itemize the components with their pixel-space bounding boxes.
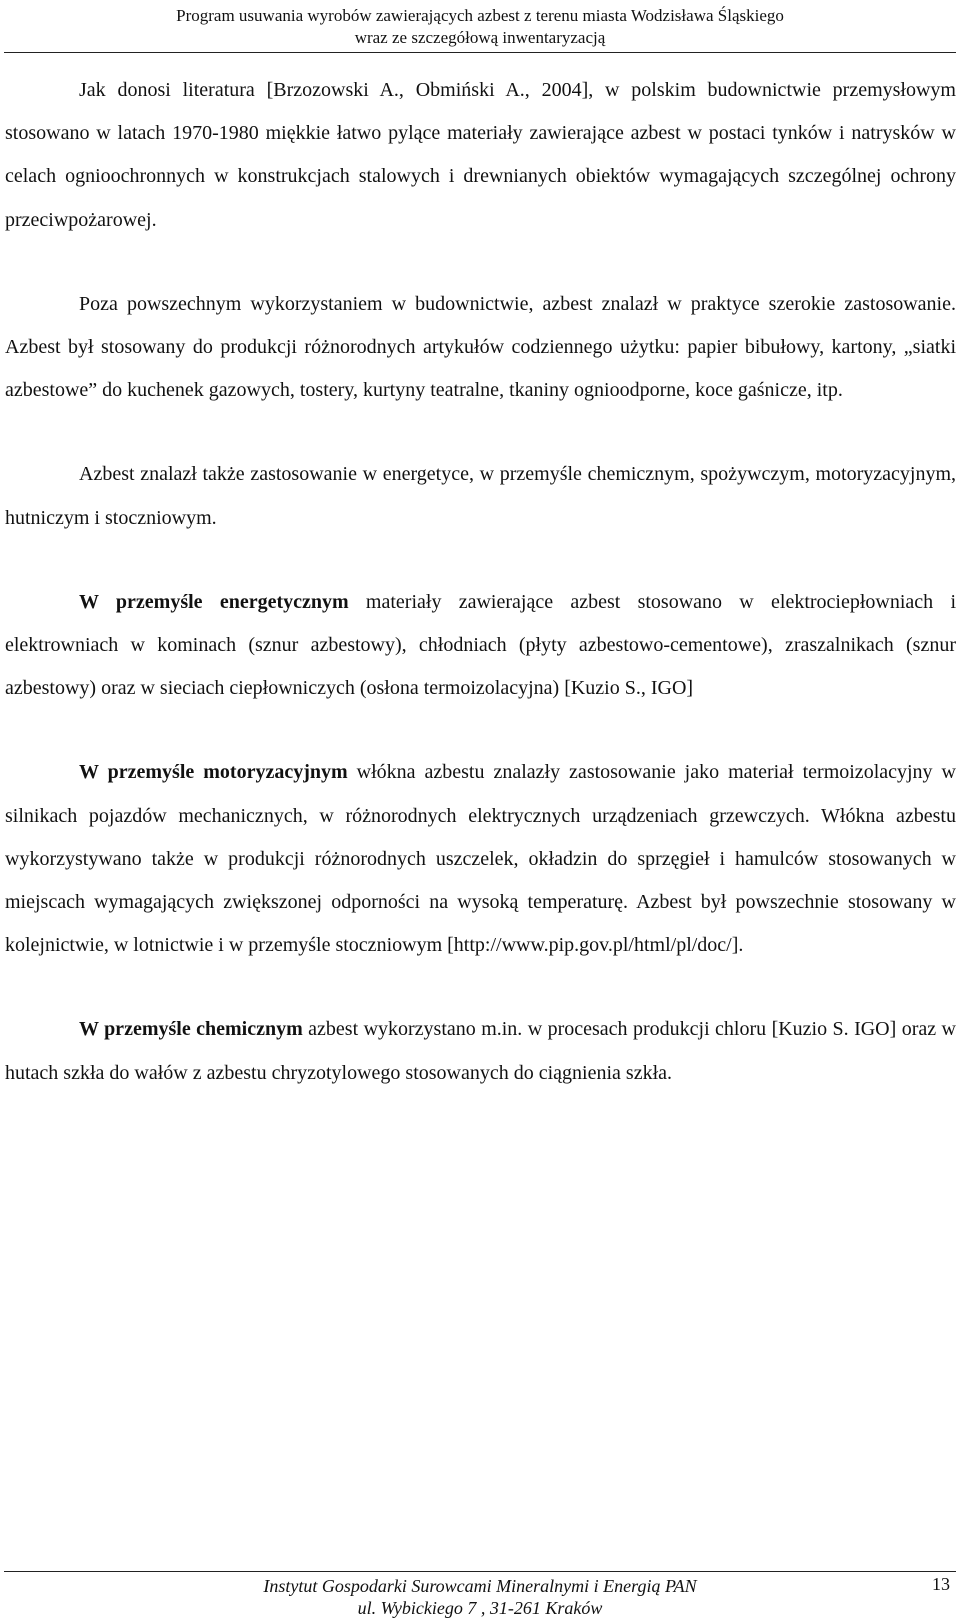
paragraph-text: włókna azbestu znalazły zastosowanie jako materiał termoizolacyjny w silnikach pojazdów mechanicznych, w różnorodnych elektrycznych urządzeniach grzewczych. Włókna azbestu wykorzystywano także w produkcji różnorodnych uszczelek, okładzin do sprzęgieł i hamulców stosowanych w miejscach wymagających zwiększonej odporności na wysoką temperaturę. Azbest był powszechnie stosowany w kolejnictwie, w lotnictwie i w przemyśle stoczniowym [http://www.pip.gov.pl/html/pl/doc/]. [5, 761, 956, 957]
header-subtitle: wraz ze szczegółową inwentaryzacją [354, 28, 606, 47]
paragraph-automotive-industry [5, 751, 956, 967]
paragraph-heading: W przemyśle chemicznym [79, 1018, 303, 1041]
header-title: Program usuwania wyrobów zawierających azbest z terenu miasta Wodzisława Śląskiego [176, 6, 784, 25]
paragraph-text: materiały zawierające azbest stosowano w elektrociepłowniach i elektrowniach w kominach (sznur azbestowy), chłodniach (płyty azbestowo-cementowe), zraszalnikach (sznur azbestowy) oraz w sieciach ciepłowniczych (osłona termoizolacyjna) [Kuzio S., IGO] [5, 590, 956, 700]
paragraph-text: Poza powszechnym wykorzystaniem w budownictwie, azbest znalazł w praktyce szerokie zastosowanie. Azbest był stosowany do produkcji różnorodnych artykułów codziennego użytku: papier bibułowy, kartony, „siatki azbestowe” do kuchenek gazowych, tostery, kurtyny teatralne, tkaniny ognioodporne, koce gaśnicze, itp. [5, 292, 956, 402]
footer-address: ul. Wybickiego 7 , 31-261 Kraków [357, 1598, 603, 1618]
paragraph-chemical-industry [5, 1008, 956, 1094]
paragraph-energy-industry [5, 581, 956, 711]
document-body [5, 69, 956, 1136]
paragraph-general-use [5, 283, 956, 413]
paragraph-heading: W przemyśle energetycznym [79, 590, 349, 613]
paragraph-text: azbest wykorzystano m.in. w procesach produkcji chloru [Kuzio S. IGO] oraz w hutach szkła do wałów z azbestu chryzotylowego stosowanych do ciągnienia szkła. [5, 1018, 956, 1084]
paragraph-text: Jak donosi literatura [Brzozowski A., Obmiński A., 2004], w polskim budownictwie przemysłowym stosowano w latach 1970-1980 miękkie łatwo pylące materiały zawierające azbest w postaci tynków i natrysków w celach ognioochronnych w konstrukcjach stalowych i drewnianych obiektów wymagających szczególnej ochrony przeciwpożarowej. [5, 79, 956, 231]
paragraph-literature [5, 69, 956, 242]
footer-institute: Instytut Gospodarki Surowcami Mineralnymi i Energią PAN [263, 1576, 697, 1596]
paragraph-text: Azbest znalazł także zastosowanie w energetyce, w przemyśle chemicznym, spożywczym, motoryzacyjnym, hutniczym i stoczniowym. [5, 463, 956, 529]
page-header [0, 0, 960, 49]
page-footer [0, 1575, 960, 1619]
paragraph-heading: W przemyśle motoryzacyjnym [79, 761, 348, 784]
page-number: 13 [932, 1574, 950, 1594]
footer-divider [4, 1571, 956, 1572]
header-divider [4, 52, 956, 53]
paragraph-industries [5, 453, 956, 539]
